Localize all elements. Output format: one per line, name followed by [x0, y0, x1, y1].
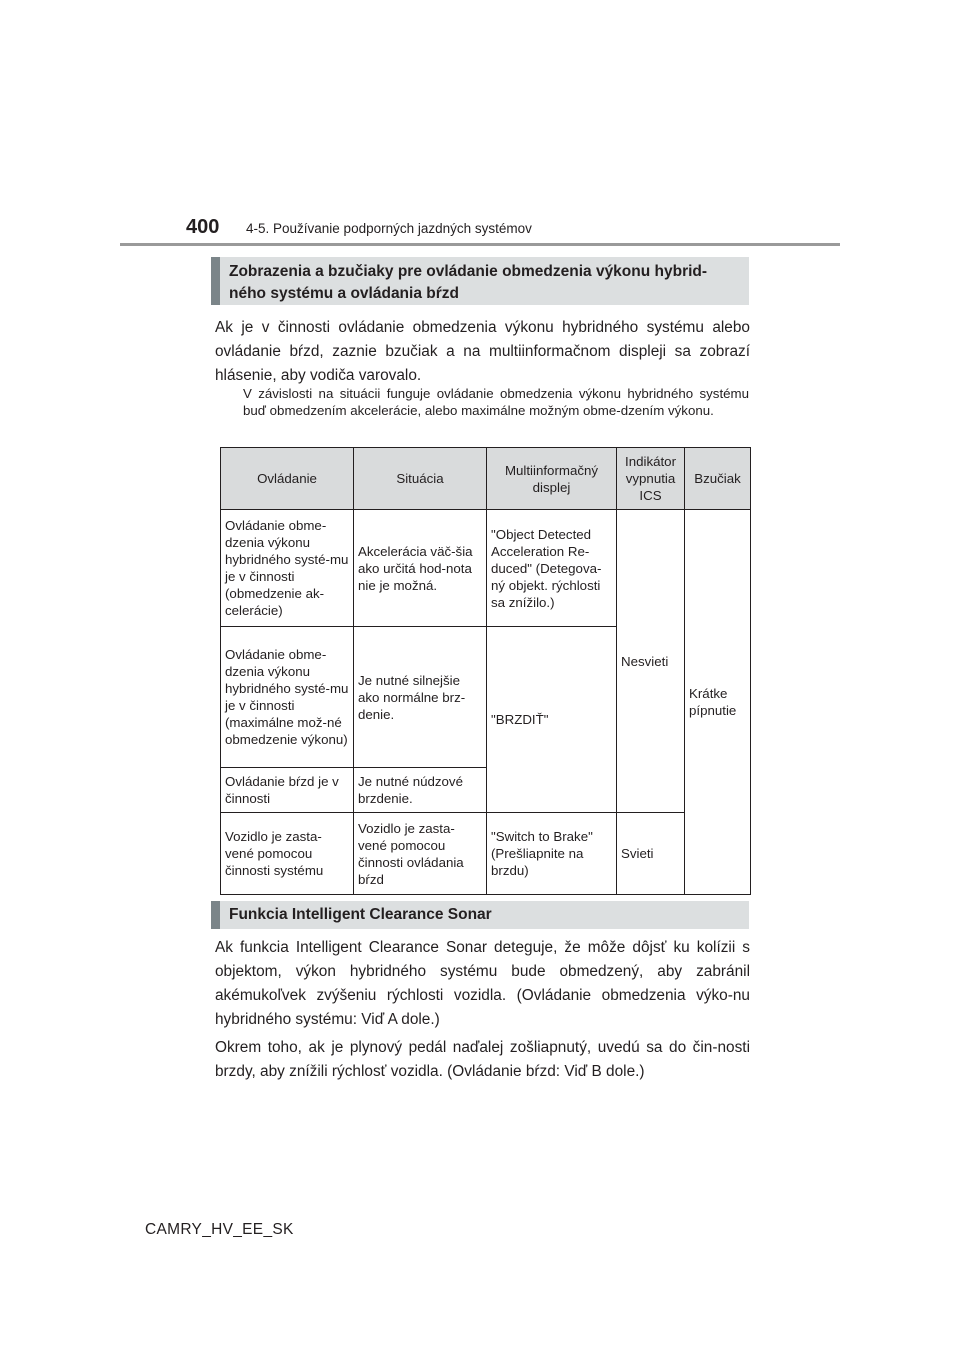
cell-display-brake: "BRZDIŤ" [487, 627, 617, 813]
cell-indicator-on: Svieti [617, 813, 685, 895]
table-row [221, 510, 751, 627]
chapter-title: 4-5. Používanie podporných jazdných systémov [246, 221, 532, 236]
table-header-row [221, 448, 751, 510]
section-heading-displays-buzzers [211, 257, 749, 305]
header-ics-indicator: Indikátor vypnutia ICS [617, 448, 685, 510]
warning-table [220, 447, 751, 895]
cell-control: Vozidlo je zasta-vené pomocou činnosti systému [221, 813, 354, 895]
section-heading-clearance-sonar: Funkcia Intelligent Clearance Sonar [211, 901, 749, 929]
header-buzzer: Bzučiak [685, 448, 751, 510]
header-divider [120, 243, 840, 246]
sonar-paragraph-2: Okrem toho, ak je plynový pedál naďalej zošliapnutý, uvedú sa do čin-nosti brzdy, aby znížili rýchlosť vozidla. (Ovládanie bŕzd: Viď B dole.) [215, 1039, 750, 1080]
header-situation: Situácia [354, 448, 487, 510]
cell-situation: Vozidlo je zasta-vené pomocou činnosti ovládania bŕzd [354, 813, 487, 895]
cell-indicator-off: Nesvieti [617, 510, 685, 813]
cell-situation: Je nutné núdzové brzdenie. [354, 768, 487, 813]
cell-control: Ovládanie obme-dzenia výkonu hybridného systé-mu je v činnosti (maximálne mož-né obmedzenie výkonu) [221, 627, 354, 768]
cell-display: "Switch to Brake" (Prešliapnite na brzdu) [487, 813, 617, 895]
cell-display: "Object Detected Acceleration Re-duced" (Detegova-ný objekt. rýchlosti sa znížilo.) [487, 510, 617, 627]
cell-situation: Akcelerácia väč-šia ako určitá hod-nota nie je možná. [354, 510, 487, 627]
page-number: 400 [186, 216, 220, 238]
note-paragraph: V závislosti na situácii funguje ovládanie obmedzenia výkonu hybridného systému buď obmedzením akcelerácie, alebo maximálne možným obme-dzením výkonu. [243, 386, 749, 418]
cell-buzzer: Krátke pípnutie [685, 510, 751, 895]
header-control: Ovládanie [221, 448, 354, 510]
cell-control: Ovládanie obme-dzenia výkonu hybridného systé-mu je v činnosti (obmedzenie ak-celerácie) [221, 510, 354, 627]
cell-control: Ovládanie bŕzd je v činnosti [221, 768, 354, 813]
intro-paragraph: Ak je v činnosti ovládanie obmedzenia výkonu hybridného systému alebo ovládanie bŕzd, zaznie bzučiak a na multiinformačnom displeji sa zobrazí hlásenie, aby vodiča varovalo. [215, 319, 750, 384]
sonar-paragraph-1: Ak funkcia Intelligent Clearance Sonar deteguje, že môže dôjsť ku kolízii s objektom, výkon hybridného systému bude obmedzený, aby zabránil akémukoľvek zvýšeniu rýchlosti vozidla. (Ovládanie obmedzenia výko-nu hybridného systému: Viď A dole.) [215, 939, 750, 1028]
section-heading-line-2: ného systému a ovládania bŕzd [229, 285, 459, 302]
section-heading-line-1: Zobrazenia a bzučiaky pre ovládanie obmedzenia výkonu hybrid- [229, 263, 708, 280]
table-row [221, 813, 751, 895]
header-display: Multiinformačný displej [487, 448, 617, 510]
document-code: CAMRY_HV_EE_SK [145, 1221, 294, 1238]
cell-situation: Je nutné silnejšie ako normálne brz-denie. [354, 627, 487, 768]
